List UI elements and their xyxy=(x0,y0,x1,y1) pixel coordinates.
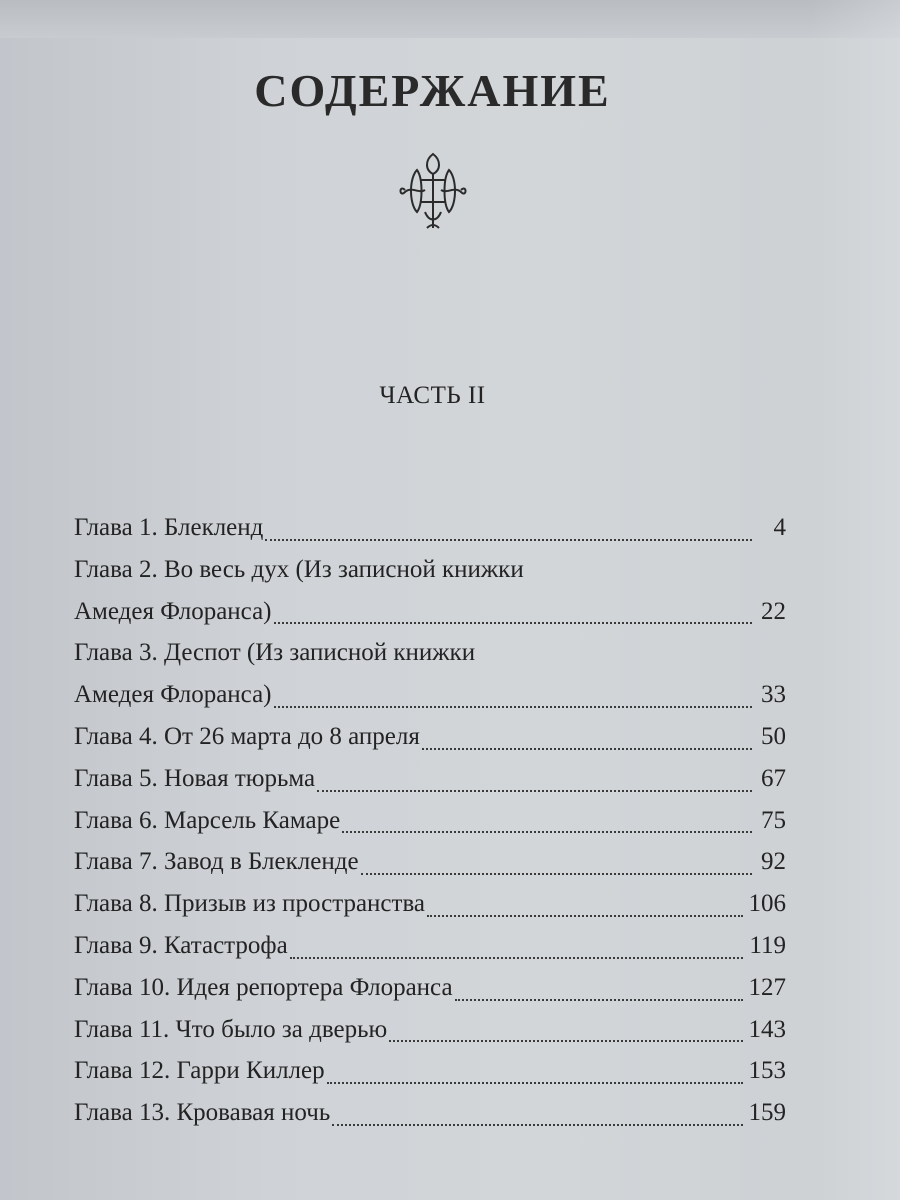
toc-entry xyxy=(74,1009,786,1051)
page-number: 143 xyxy=(748,1015,786,1043)
toc-entry xyxy=(74,883,786,925)
chapter-title: Амедея Флоранса) xyxy=(74,597,272,625)
page-number: 33 xyxy=(761,681,786,709)
chapter-title: Глава 1. Блекленд xyxy=(74,514,264,541)
chapter-title: Глава 13. Кровавая ночь xyxy=(74,1099,331,1127)
dot-leader xyxy=(427,915,742,917)
dot-leader xyxy=(274,706,753,708)
page-number: 106 xyxy=(748,890,786,918)
dot-leader xyxy=(317,790,752,792)
chapter-title: Глава 4. От 26 марта до 8 апреля xyxy=(74,722,420,750)
toc-entry xyxy=(74,967,786,1009)
dot-leader xyxy=(422,748,752,750)
toc-entry xyxy=(74,549,786,591)
toc-entry xyxy=(74,632,786,674)
dot-leader xyxy=(274,622,753,624)
page-number: 127 xyxy=(748,973,786,1001)
chapter-title: Глава 2. Во весь дух (Из записной книжки xyxy=(74,555,524,583)
page-number: 92 xyxy=(761,848,786,876)
chapter-title: Глава 5. Новая тюрьма xyxy=(74,764,316,792)
toc-entry xyxy=(74,1092,786,1134)
toc-entry xyxy=(74,800,786,842)
chapter-title: Глава 11. Что было за дверью xyxy=(74,1015,388,1043)
page-number: 4 xyxy=(773,514,786,541)
chapter-title: Глава 9. Катастрофа xyxy=(74,931,288,959)
dot-leader xyxy=(265,539,752,541)
chapter-title: Глава 6. Марсель Камаре xyxy=(74,806,341,834)
page-edge-shading xyxy=(810,0,900,1200)
chapter-title: Глава 8. Призыв из пространства xyxy=(74,890,426,918)
page-number: 50 xyxy=(761,722,786,750)
page-number: 22 xyxy=(761,597,786,625)
page-number: 119 xyxy=(749,931,786,959)
page-title: СОДЕРЖАНИЕ xyxy=(254,65,611,116)
page-number: 67 xyxy=(761,764,786,792)
chapter-title: Глава 7. Завод в Блекленде xyxy=(74,848,359,876)
dot-leader xyxy=(327,1082,743,1084)
toc-entry xyxy=(74,841,786,883)
dot-leader xyxy=(342,831,752,833)
dot-leader xyxy=(455,999,743,1001)
previous-page-edge xyxy=(0,0,900,38)
dot-leader xyxy=(389,1040,742,1042)
chapter-title: Глава 3. Деспот (Из записной книжки xyxy=(74,639,476,667)
part-heading: ЧАСТЬ II xyxy=(379,382,486,409)
toc-entry xyxy=(74,716,786,758)
chapter-title: Глава 10. Идея репортера Флоранса xyxy=(74,973,453,1001)
toc-entry xyxy=(74,1050,786,1092)
page-number: 75 xyxy=(761,806,786,834)
page-number: 153 xyxy=(748,1057,786,1085)
dot-leader xyxy=(361,873,752,875)
table-of-contents xyxy=(74,507,786,1134)
dot-leader xyxy=(332,1124,742,1126)
toc-entry xyxy=(74,925,786,967)
toc-entry xyxy=(74,507,786,549)
toc-entry xyxy=(74,591,786,633)
chapter-title: Амедея Флоранса) xyxy=(74,681,272,709)
monogram-ornament-icon xyxy=(395,150,471,232)
dot-leader xyxy=(290,957,744,959)
toc-entry xyxy=(74,758,786,800)
chapter-title: Глава 12. Гарри Киллер xyxy=(74,1057,325,1085)
page-number: 159 xyxy=(748,1099,786,1127)
toc-entry xyxy=(74,674,786,716)
